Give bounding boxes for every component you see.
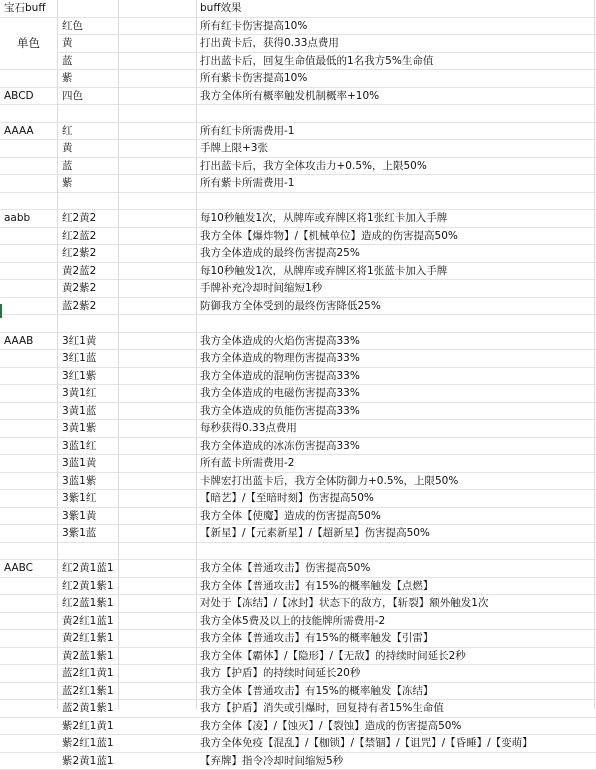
table-row [0, 578, 596, 596]
effect-cell: 打出蓝卡后，我方全体攻击力+0.5%，上限50% [200, 158, 427, 175]
combo-cell: 3紫1蓝 [62, 525, 96, 542]
combo-cell: 红2黄2 [62, 210, 96, 227]
table-row [0, 350, 596, 368]
combo-cell: 蓝2黄1紫1 [62, 700, 114, 717]
effect-cell: 我方全体【凌】/【蚀灭】/【裂蚀】造成的伤害提高50% [200, 718, 461, 735]
combo-cell: 黄 [62, 140, 73, 157]
combo-cell: 蓝2红1紫1 [62, 683, 114, 700]
combo-cell: 紫2黄1蓝1 [62, 753, 114, 770]
effect-cell: 打出黄卡后，获得0.33点费用 [200, 35, 339, 52]
table-row [0, 35, 596, 53]
table-row [0, 403, 596, 421]
group-cell: AAAB [4, 333, 33, 350]
table-row [0, 543, 596, 561]
effect-cell: 卡牌宏打出蓝卡后，我方全体防御力+0.5%，上限50% [200, 473, 458, 490]
table-row [0, 140, 596, 158]
group-cell: ABCD [4, 88, 34, 105]
combo-cell: 黄2红1蓝1 [62, 613, 114, 630]
table-row [0, 193, 596, 211]
effect-cell: 打出蓝卡后，回复生命值最低的1名我方5%生命值 [200, 53, 433, 70]
combo-cell: 蓝2红1黄1 [62, 665, 114, 682]
effect-cell: 【弃牌】指令冷却时间缩短5秒 [200, 753, 343, 770]
table-row [0, 105, 596, 123]
combo-cell: 蓝2紫2 [62, 298, 96, 315]
table-row [0, 490, 596, 508]
header-gem-buff: 宝石buff [4, 0, 46, 17]
combo-cell: 3紫1红 [62, 490, 96, 507]
effect-cell: 【新星】/【元素新星】/【超新星】伤害提高50% [200, 525, 430, 542]
effect-cell: 我方全体【霸体】/【隐形】/【无敌】的持续时间延长2秒 [200, 648, 466, 665]
table-row [0, 298, 596, 316]
effect-cell: 每10秒触发1次，从牌库或弃牌区将1张蓝卡加入手牌 [200, 263, 447, 280]
table-row [0, 18, 596, 36]
group-cell: AABC [4, 560, 33, 577]
combo-cell: 3黄1红 [62, 385, 96, 402]
effect-cell: 所有红卡伤害提高10% [200, 18, 307, 35]
merged-cell-single-color: 单色 [0, 18, 57, 71]
table-row [0, 630, 596, 648]
combo-cell: 3红1紫 [62, 368, 96, 385]
group-cell: aabb [4, 210, 30, 227]
combo-cell: 蓝 [62, 158, 73, 175]
table-row [0, 53, 596, 71]
table-row [0, 735, 596, 753]
combo-cell: 黄 [62, 35, 73, 52]
effect-cell: 我方全体【普通攻击】有15%的概率触发【点燃】 [200, 578, 433, 595]
effect-cell: 防御我方全体受到的最终伤害降低25% [200, 298, 381, 315]
header-row [0, 0, 596, 18]
combo-cell: 四色 [62, 88, 83, 105]
combo-cell: 3红1蓝 [62, 350, 96, 367]
table-row [0, 560, 596, 578]
combo-cell: 紫2红1黄1 [62, 718, 114, 735]
table-row [0, 175, 596, 193]
combo-cell: 3蓝1黄 [62, 455, 96, 472]
combo-cell: 紫 [62, 70, 73, 87]
combo-cell: 黄2红1紫1 [62, 630, 114, 647]
effect-cell: 我方全体【普通攻击】有15%的概率触发【引雷】 [200, 630, 433, 647]
table-row [0, 280, 596, 298]
effect-cell: 我方全体造成的冰冻伤害提高33% [200, 438, 360, 455]
effect-cell: 手牌补充冷却时间缩短1秒 [200, 280, 322, 297]
effect-cell: 我方全体5费及以上的技能牌所需费用-2 [200, 613, 385, 630]
table-row [0, 333, 596, 351]
combo-cell: 红2黄1紫1 [62, 578, 114, 595]
table-row [0, 210, 596, 228]
combo-cell: 黄2紫2 [62, 280, 96, 297]
table-row [0, 648, 596, 666]
effect-cell: 我方全体造成的物理伤害提高33% [200, 350, 360, 367]
effect-cell: 我方【护盾】的持续时间延长20秒 [200, 665, 360, 682]
header-buff-effect: buff效果 [200, 0, 242, 17]
combo-cell: 3红1黄 [62, 333, 96, 350]
effect-cell: 我方全体所有概率触发机制概率+10% [200, 88, 379, 105]
table-row [0, 595, 596, 613]
table-row [0, 70, 596, 88]
table-row [0, 123, 596, 141]
effect-cell: 我方全体免疫【混乱】/【枷锁】/【禁锢】/【诅咒】/【昏睡】/【变萌】 [200, 735, 533, 752]
combo-cell: 3紫1黄 [62, 508, 96, 525]
table-row [0, 613, 596, 631]
table-row [0, 665, 596, 683]
combo-cell: 红2蓝2 [62, 228, 96, 245]
combo-cell: 红2蓝1紫1 [62, 595, 114, 612]
table-row [0, 508, 596, 526]
combo-cell: 红 [62, 123, 73, 140]
effect-cell: 手牌上限+3张 [200, 140, 268, 157]
effect-cell: 所有紫卡所需费用-1 [200, 175, 294, 192]
effect-cell: 每秒获得0.33点费用 [200, 420, 297, 437]
effect-cell: 我方全体【爆炸物】/【机械单位】造成的伤害提高50% [200, 228, 458, 245]
combo-cell: 红2紫2 [62, 245, 96, 262]
table-row [0, 473, 596, 491]
combo-cell: 黄2蓝2 [62, 263, 96, 280]
effect-cell: 我方【护盾】消失或引爆时，回复持有者15%生命值 [200, 700, 444, 717]
combo-cell: 3蓝1红 [62, 438, 96, 455]
table-row [0, 88, 596, 106]
table-row [0, 455, 596, 473]
effect-cell: 所有红卡所需费用-1 [200, 123, 294, 140]
table-row [0, 753, 596, 770]
table-row [0, 438, 596, 456]
effect-cell: 我方全体【普通攻击】有15%的概率触发【冻结】 [200, 683, 433, 700]
effect-cell: 每10秒触发1次，从牌库或弃牌区将1张红卡加入手牌 [200, 210, 447, 227]
effect-cell: 我方全体造成的负能伤害提高33% [200, 403, 360, 420]
table-row [0, 228, 596, 246]
table-row [0, 368, 596, 386]
combo-cell: 紫 [62, 175, 73, 192]
effect-cell: 我方全体【使魔】造成的伤害提高50% [200, 508, 381, 525]
combo-cell: 红2黄1蓝1 [62, 560, 114, 577]
combo-cell: 3黄1蓝 [62, 403, 96, 420]
effect-cell: 我方全体造成的最终伤害提高25% [200, 245, 360, 262]
combo-cell: 3蓝1紫 [62, 473, 96, 490]
combo-cell: 红色 [62, 18, 83, 35]
row-marker [0, 304, 2, 318]
effect-cell: 对处于【冻结】/【冰封】状态下的敌方，【斩裂】额外触发1次 [200, 595, 488, 612]
effect-cell: 所有蓝卡所需费用-2 [200, 455, 294, 472]
effect-cell: 所有紫卡伤害提高10% [200, 70, 307, 87]
effect-cell: 【暗艺】/【至暗时刻】伤害提高50% [200, 490, 374, 507]
table-row [0, 525, 596, 543]
table-row [0, 718, 596, 736]
effect-cell: 我方全体【普通攻击】伤害提高50% [200, 560, 370, 577]
effect-cell: 我方全体造成的火焰伤害提高33% [200, 333, 360, 350]
table-row [0, 683, 596, 701]
combo-cell: 蓝 [62, 53, 73, 70]
table-row [0, 245, 596, 263]
group-cell: AAAA [4, 123, 34, 140]
combo-cell: 黄2蓝1紫1 [62, 648, 114, 665]
combo-cell: 3黄1紫 [62, 420, 96, 437]
effect-cell: 我方全体造成的电磁伤害提高33% [200, 385, 360, 402]
table-row [0, 158, 596, 176]
table-row [0, 385, 596, 403]
effect-cell: 我方全体造成的混响伤害提高33% [200, 368, 360, 385]
combo-cell: 紫2红1蓝1 [62, 735, 114, 752]
table-row [0, 315, 596, 333]
table-row [0, 263, 596, 281]
table-row [0, 420, 596, 438]
